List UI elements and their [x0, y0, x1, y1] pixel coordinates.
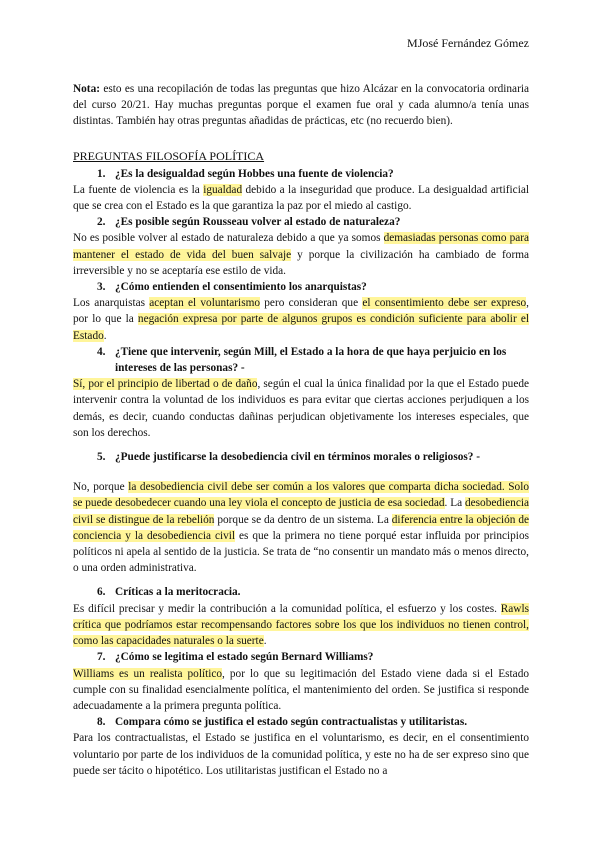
answer-paragraph	[73, 730, 529, 779]
note-text: esto es una recopilación de todas las preguntas que hizo Alcázar en la convocatoria ordinaria del curso 20/21. Hay muchas preguntas porque el examen fue oral y cada alumno/a tenía unas distintas. También hay otras preguntas añadidas de prácticas, etc (no recuerdo bien).	[73, 83, 529, 128]
question-title: ¿Cómo se legitima el estado según Bernard Williams?	[115, 651, 374, 664]
question-heading	[73, 344, 529, 376]
answer-text: No es posible volver al estado de naturaleza debido a que ya somos	[73, 232, 384, 245]
question-title: ¿Puede justificarse la desobediencia civil en términos morales o religiosos? -	[115, 451, 481, 464]
highlighted-text: igualdad	[203, 183, 243, 196]
question-list	[73, 166, 529, 779]
answer-text: No, porque	[73, 481, 129, 494]
highlighted-text: desobediencia civil se distingue de la rebelión	[73, 497, 529, 526]
answer-text: es que la primera no tiene porqué estar influida por principios políticos ni apela al sentido de la justicia. Se trata de “no consentir un mandato más o menos directo, o una orden administrativa.	[73, 529, 529, 575]
question-title: ¿Es la desigualdad según Hobbes una fuente de violencia?	[115, 167, 394, 180]
answer-text: , según el cual la única finalidad por la que el Estado puede intervenir contra la voluntad de los individuos es para evitar que ciertas acciones perjudiquen a los demás, es decir, cuando conductas dañinas perjudican objetivamente los intereses especiales, que son los derechos.	[73, 378, 529, 439]
question-heading	[73, 584, 529, 600]
highlighted-text: Rawls crítica que podríamos estar recompensando factores sobre los que los individuos no tienen control, como las capacidades naturales o la suerte	[73, 602, 529, 648]
note-paragraph	[73, 81, 529, 130]
question-number: 2.	[97, 216, 106, 229]
question-heading	[73, 714, 529, 730]
answer-text: .	[103, 329, 107, 342]
question-number: 4.	[97, 345, 106, 358]
section-title: PREGUNTAS FILOSOFÍA POLÍTICA	[73, 148, 265, 163]
question-title: ¿Cómo entienden el consentimiento los anarquistas?	[115, 281, 367, 294]
answer-text: La fuente de violencia es la	[73, 183, 204, 196]
highlighted-text: negación expresa por parte de algunos grupos es condición suficiente para abolir el Estado	[73, 313, 530, 342]
question-title: ¿Es posible según Rousseau volver al estado de naturaleza?	[115, 216, 401, 229]
answer-text: Los anarquistas	[73, 297, 150, 310]
answer-paragraph	[73, 666, 529, 715]
answer-text: , por lo que la	[73, 297, 529, 326]
document-page	[73, 36, 529, 779]
answer-text: Para los contractualistas, el Estado se justifica en el voluntarismo, es decir, en el consentimiento voluntario por parte de los individuos de la comunidad política, y este no ha de ser expreso sino que puede ser tácito o hipotético. Los utilitaristas justifican el Estado no a	[73, 732, 529, 777]
question-heading	[73, 279, 529, 295]
answer-paragraph	[73, 230, 529, 279]
highlighted-text: Sí, por el principio de libertad o de daño	[73, 378, 258, 391]
author-name: MJosé Fernández Gómez	[407, 36, 529, 50]
answer-text: .	[263, 635, 267, 648]
answer-text: Es difícil precisar y medir la contribución a la comunidad política, el esfuerzo y los costes.	[73, 602, 501, 615]
highlighted-text: Williams es un realista político	[73, 667, 223, 680]
question-heading	[73, 214, 529, 230]
highlighted-text: diferencia entre la objeción de conciencia y la desobediencia civil	[73, 513, 529, 542]
answer-paragraph	[73, 376, 529, 441]
answer-text: pero consideran que	[260, 297, 363, 310]
question-title: ¿Tiene que intervenir, según Mill, el Estado a la hora de que haya perjuicio en los intereses de las personas? -	[115, 345, 507, 375]
answer-text: , por lo que su legitimación del Estado viene dada si el Estado cumple con su finalidad esencialmente política, el mantenimiento del orden. Se justifica si responde adecuadamente a la primera pregunta política.	[73, 667, 529, 712]
answer-paragraph	[73, 479, 529, 576]
answer-text: porque se da dentro de un sistema. La	[214, 513, 392, 526]
highlighted-text: aceptan el voluntarismo	[149, 297, 261, 310]
question-heading	[73, 649, 529, 665]
question-number: 8.	[97, 716, 106, 729]
question-number: 7.	[97, 651, 106, 664]
answer-text: y porque la civilización ha cambiado de forma irreversible y no se aceptaría ese estilo de vida.	[73, 248, 530, 277]
answer-paragraph	[73, 295, 529, 344]
answer-paragraph	[73, 182, 529, 214]
question-heading	[73, 166, 529, 182]
answer-text: debido a la inseguridad que produce. La desigualdad artificial que se crea con el Estado es la que garantiza la paz por el miedo al castigo.	[73, 183, 529, 213]
highlighted-text: la desobediencia civil debe ser común a los valores que comparta dicha sociedad. Solo se puede desobedecer cuando una ley viola el concepto de justicia de esa sociedad	[73, 481, 529, 510]
highlighted-text: demasiadas personas como para mantener el estado de vida del buen salvaje	[73, 232, 530, 261]
note-label: Nota:	[73, 83, 100, 95]
question-number: 5.	[97, 451, 106, 464]
question-number: 1.	[97, 167, 106, 180]
question-title: Críticas a la meritocracia.	[115, 586, 241, 599]
question-number: 6.	[97, 586, 106, 599]
question-title: Compara cómo se justifica el estado según contractualistas y utilitaristas.	[115, 716, 468, 729]
answer-text: . La	[444, 497, 465, 510]
question-heading	[73, 449, 529, 465]
highlighted-text: el consentimiento debe ser expreso	[362, 297, 527, 310]
answer-paragraph	[73, 601, 529, 650]
question-number: 3.	[97, 281, 106, 294]
